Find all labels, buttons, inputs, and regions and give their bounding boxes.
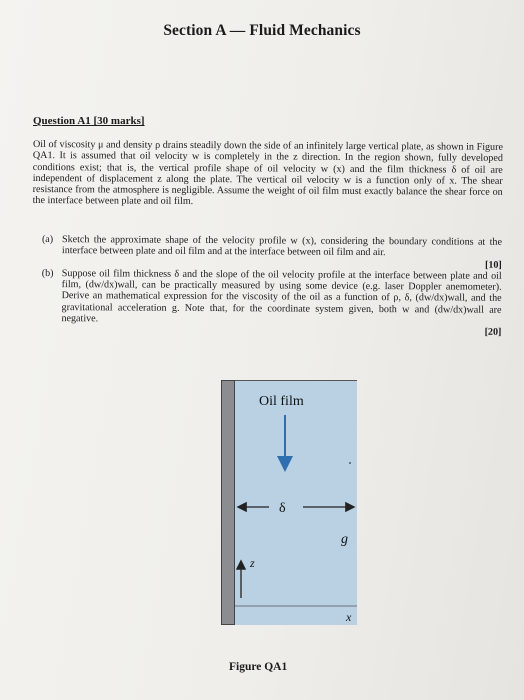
- oil-film-label: Oil film: [259, 394, 304, 409]
- g-label: g: [341, 532, 348, 547]
- question-heading: Question A1 [30 marks]: [33, 115, 145, 127]
- part-b: [41, 268, 501, 339]
- question-intro: Oil of viscosity μ and density ρ drains steadily down the side of an infinitely large vertical plate, as shown in Figure QA1. It is assumed that oil velocity w is completely in the z direction. In the region shown, fully developed conditions exist; that is, the vertical profile shape of oil velocity w (x) and the film thickness δ of oil are independent of displacement z along the plate. The vertical oil velocity w is a function only of x. The shear resistance from the atmosphere is negligible. Assume the weight of oil film must exactly balance the shear force on the interface between plate and oil film.: [32, 139, 503, 208]
- z-label: z: [250, 556, 255, 570]
- part-b-text: Suppose oil film thickness δ and the slope of the oil velocity profile at the interface between plate and oil film, (dw/dx)wall, can be practically measured by using some device (e.g. laser Doppler anemometer). Derive an mathematical expression for the viscosity of the oil as a function of ρ, δ, (dw/dx)wall, and the gravitational acceleration g. Note that, for the coordinate system given, both w and (dw/dx)wall are negative.: [61, 268, 502, 325]
- figure-caption: Figure QA1: [229, 661, 288, 673]
- x-label: x: [346, 610, 352, 624]
- part-b-marks: [20]: [484, 327, 502, 339]
- section-title: Section A — Fluid Mechanics: [163, 22, 361, 39]
- part-a: [42, 234, 502, 271]
- part-a-label: (a): [41, 234, 54, 246]
- part-a-text: Sketch the approximate shape of the velocity profile w (x), considering the boundary conditions at the interface between plate and oil film and at the interface between oil film and air.: [61, 234, 502, 259]
- figure-qa1: [221, 380, 373, 625]
- delta-label: δ: [279, 501, 286, 516]
- part-a-marks: [10]: [484, 259, 502, 271]
- part-b-label: (b): [41, 267, 54, 279]
- question-parts: [41, 234, 502, 338]
- figure-annotations: [221, 380, 373, 625]
